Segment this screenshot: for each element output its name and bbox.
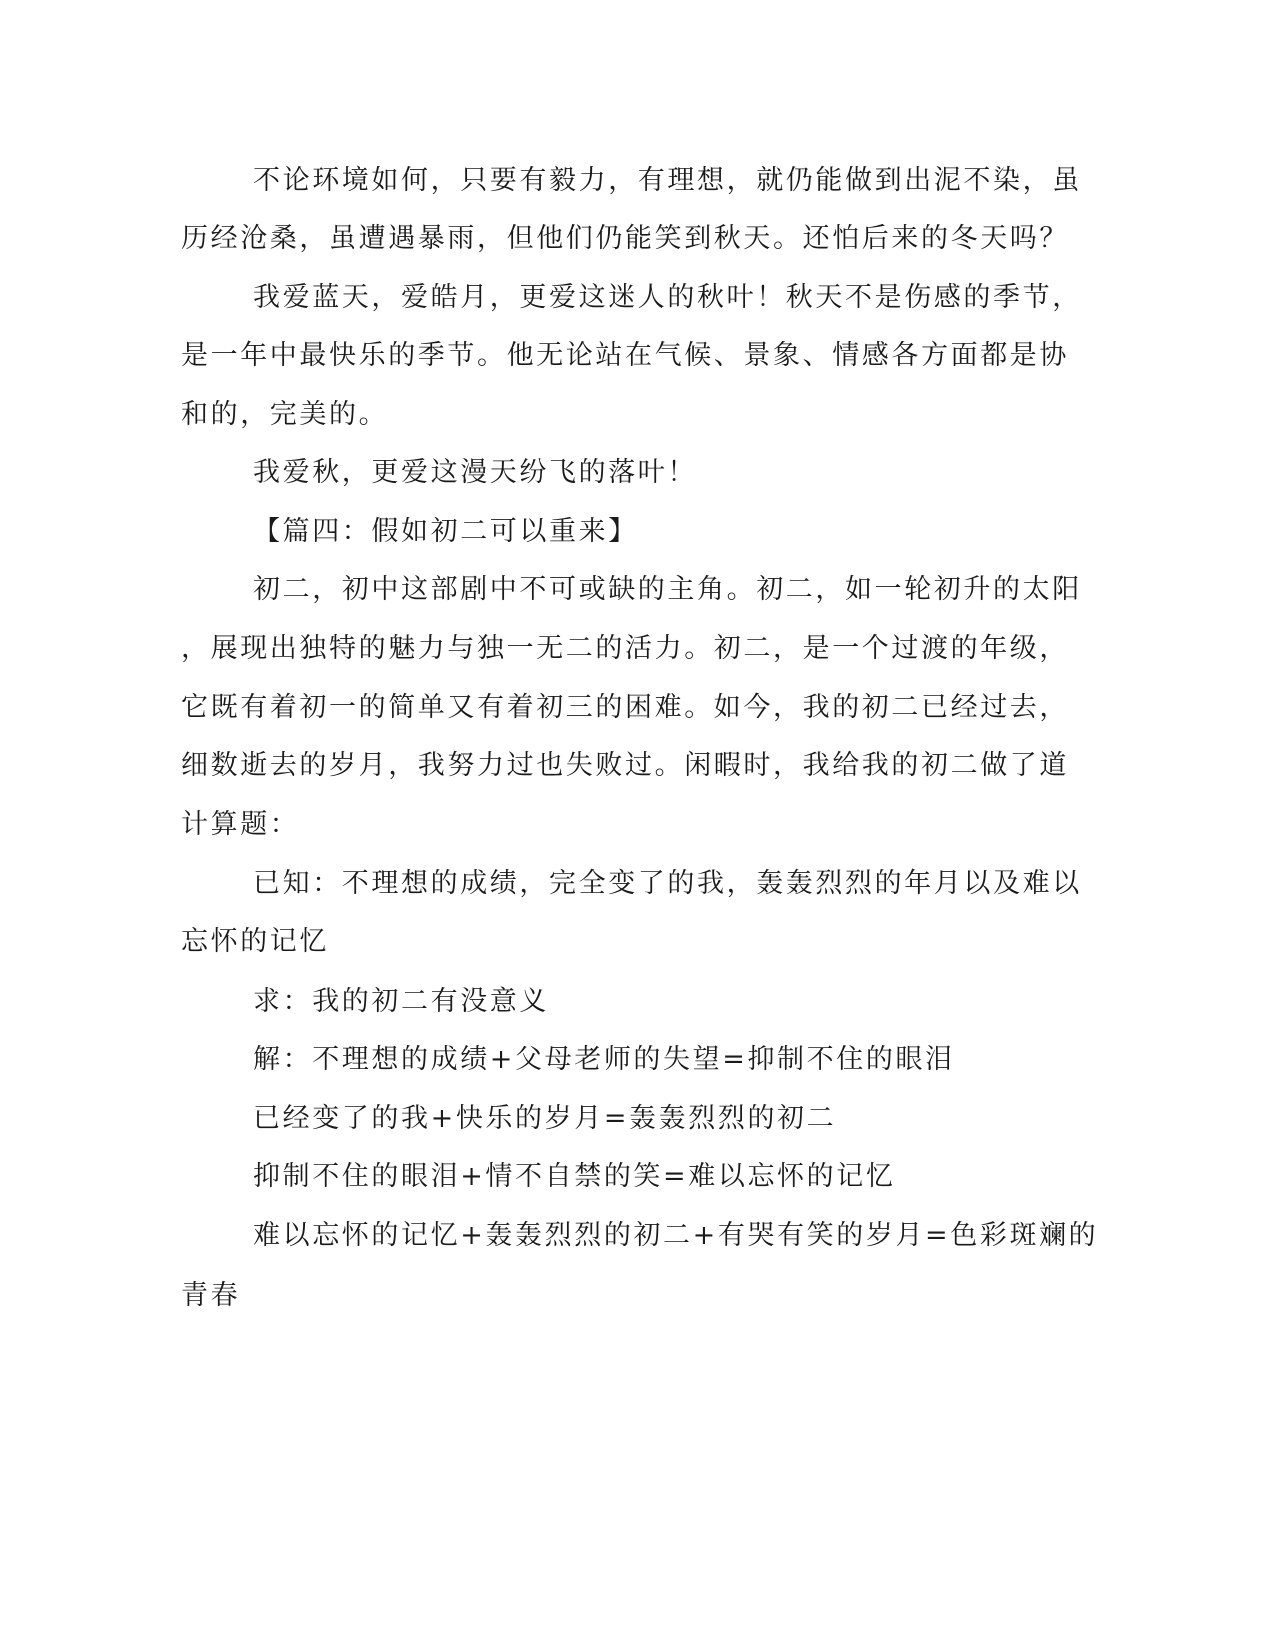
paragraph-line: 计算题： <box>181 809 300 840</box>
paragraph-line: 抑制不住的眼泪+情不自禁的笑=难以忘怀的记忆 <box>253 1161 896 1192</box>
paragraph-line: 求：我的初二有没意义 <box>253 986 549 1017</box>
paragraph-line: 不论环境如何，只要有毅力，有理想，就仍能做到出泥不染，虽 <box>253 165 1082 196</box>
paragraph-line: 我爱蓝天，爱皓月，更爱这迷人的秋叶！秋天不是伤感的季节， <box>253 282 1082 313</box>
paragraph-line: 初二，初中这部剧中不可或缺的主角。初二，如一轮初升的太阳 <box>253 574 1082 605</box>
paragraph-line: 已经变了的我+快乐的岁月=轰轰烈烈的初二 <box>253 1103 837 1134</box>
section-heading: 【篇四：假如初二可以重来】 <box>253 516 638 547</box>
paragraph-line: 它既有着初一的简单又有着初三的困难。如今，我的初二已经过去， <box>181 692 1069 723</box>
paragraph-line: 和的，完美的。 <box>181 399 389 430</box>
paragraph-line: 细数逝去的岁月，我努力过也失败过。闲暇时，我给我的初二做了道 <box>181 750 1069 781</box>
paragraph-line: 忘怀的记忆 <box>181 926 329 957</box>
paragraph-line: 解：不理想的成绩+父母老师的失望=抑制不住的眼泪 <box>253 1044 955 1075</box>
paragraph-line: ，展现出独特的魅力与独一无二的活力。初二，是一个过渡的年级， <box>181 633 1069 664</box>
paragraph-line: 难以忘怀的记忆+轰轰烈烈的初二+有哭有笑的岁月=色彩斑斓的 <box>253 1220 1099 1251</box>
paragraph-line: 是一年中最快乐的季节。他无论站在气候、景象、情感各方面都是协 <box>181 340 1069 371</box>
paragraph-line: 已知：不理想的成绩，完全变了的我，轰轰烈烈的年月以及难以 <box>253 868 1082 899</box>
paragraph-line: 青春 <box>181 1280 241 1311</box>
paragraph-line: 历经沧桑，虽遭遇暴雨，但他们仍能笑到秋天。还怕后来的冬天吗？ <box>181 223 1069 254</box>
paragraph-line: 我爱秋，更爱这漫天纷飞的落叶！ <box>253 457 697 488</box>
